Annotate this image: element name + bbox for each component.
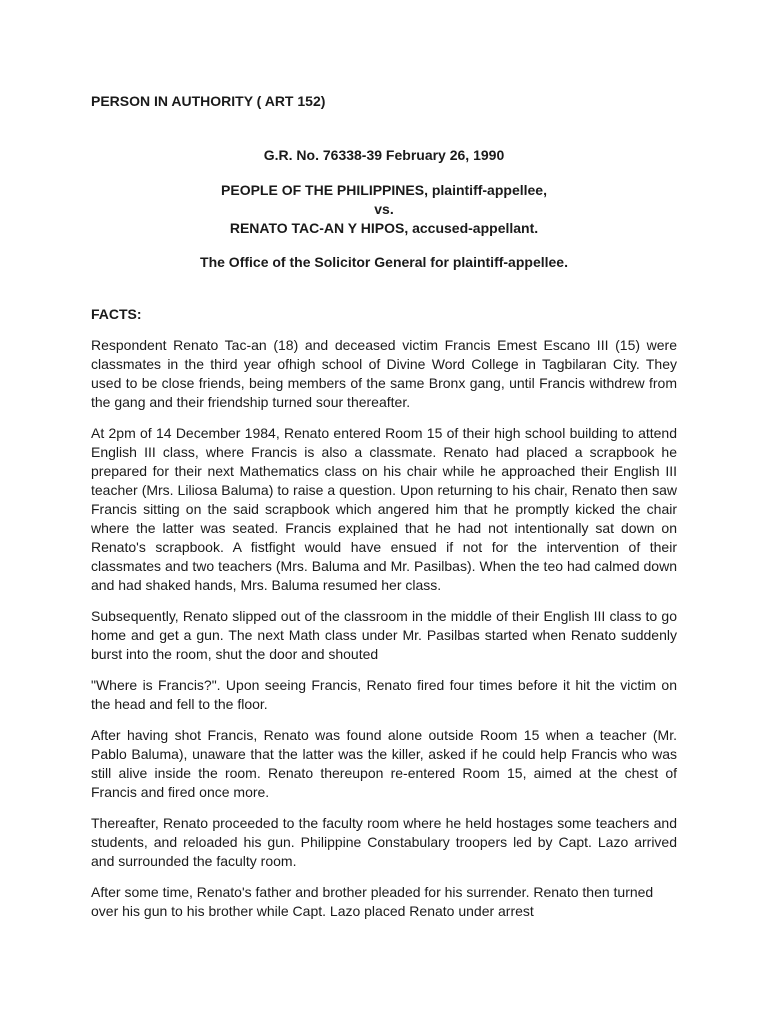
paragraph: At 2pm of 14 December 1984, Renato entered Room 15 of their high school building to attend English III class, where Francis is also a classmate. Renato had placed a scrapbook he prepared for their next Mathematics class on his chair while he approached their English III teacher (Mrs. Liliosa Baluma) to raise a question. Upon returning to his chair, Renato then saw Francis sitting on the said scrapbook which angered him that he promptly kicked the chair where the latter was seated. Francis explained that he had not intentionally sat down on Renato's scrapbook. A fistfight would have ensued if not for the intervention of their classmates and two teachers (Mrs. Baluma and Mr. Pasilbas). When the teo had calmed down and had shaked hands, Mrs. Baluma resumed her class. [91,425,677,593]
paragraph: "Where is Francis?". Upon seeing Francis, Renato fired four times before it hit the victim on the head and fell to the floor. [91,677,677,712]
accused-line: RENATO TAC-AN Y HIPOS, accused-appellant. [229,220,539,236]
paragraph: After having shot Francis, Renato was found alone outside Room 15 when a teacher (Mr. Pablo Baluma), unaware that the latter was the killer, asked if he could help Francis who was still alive inside the room. Renato thereupon re-entered Room 15, aimed at the chest of Francis and fired once more. [91,727,677,800]
paragraph: Thereafter, Renato proceeded to the faculty room where he held hostages some teachers and students, and reloaded his gun. Philippine Constabulary troopers led by Capt. Lazo arrived and surrounded the faculty room. [91,815,677,869]
plaintiff-line: PEOPLE OF THE PHILIPPINES, plaintiff-appellee, [221,182,547,198]
versus-line: vs. [374,201,394,217]
case-number: G.R. No. 76338-39 February 26, 1990 [263,147,505,163]
document-heading: PERSON IN AUTHORITY ( ART 152) [91,93,326,109]
facts-label: FACTS: [91,306,142,322]
paragraph: Respondent Renato Tac-an (18) and deceased victim Francis Emest Escano III (15) were classmates in the third year ofhigh school of Divine Word College in Tagbilaran City. They used to be close friends, being members of the same Bronx gang, until Francis withdrew from the gang and their friendship turned sour thereafter. [91,337,677,410]
counsel-line: The Office of the Solicitor General for plaintiff-appellee. [200,254,568,270]
case-parties [91,181,677,238]
facts-body [91,336,677,933]
paragraph: Subsequently, Renato slipped out of the classroom in the middle of their English III class to go home and get a gun. The next Math class under Mr. Pasilbas started when Renato suddenly burst into the room, shut the door and shouted [91,608,677,662]
paragraph: After some time, Renato's father and brother pleaded for his surrender. Renato then turned over his gun to his brother while Capt. Lazo placed Renato under arrest [91,884,654,919]
